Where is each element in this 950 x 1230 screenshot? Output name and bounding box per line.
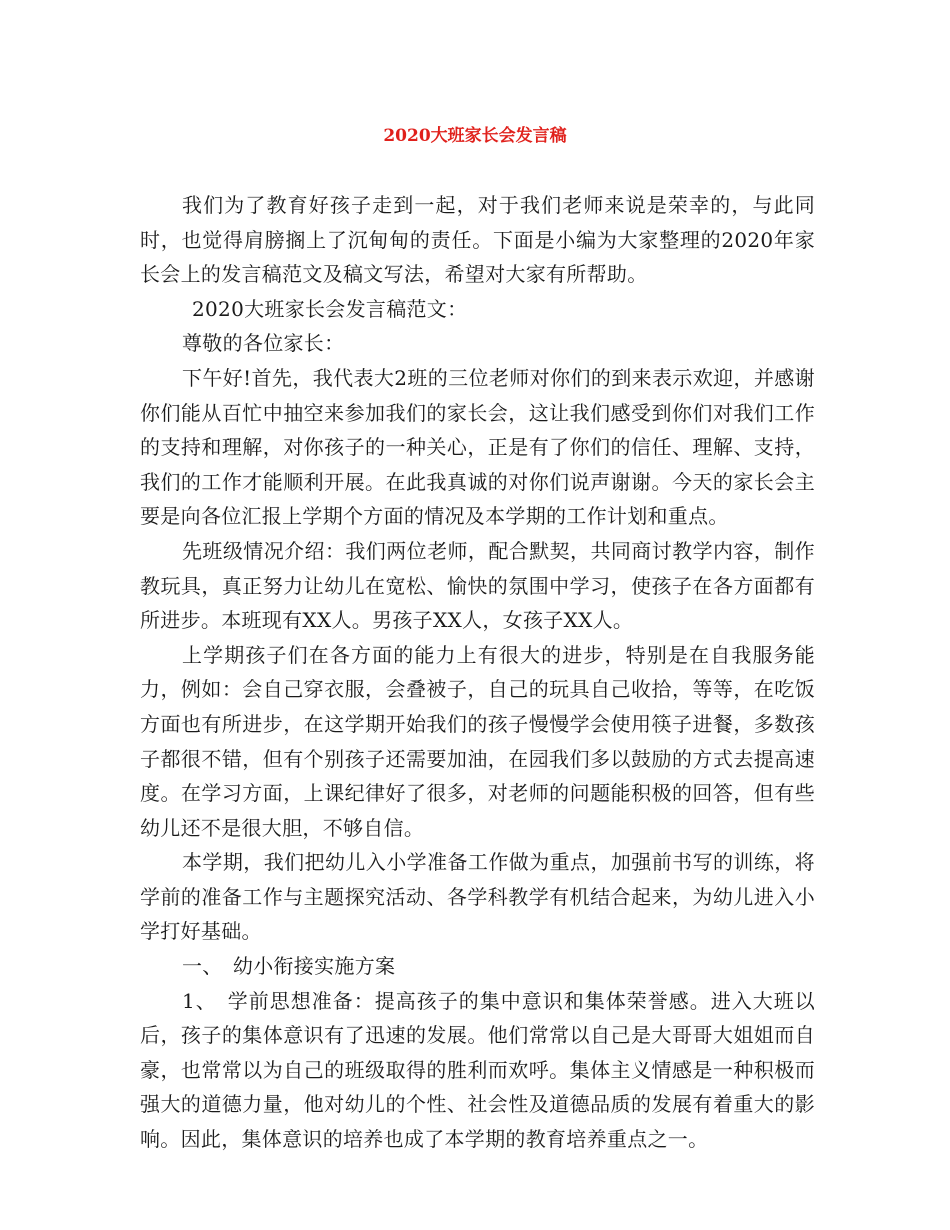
paragraph-salutation: 尊敬的各位家长： <box>182 331 345 356</box>
document-body <box>140 188 815 1157</box>
paragraph-last-semester: 上学期孩子们在各方面的能力上有很大的进步，特别是在自我服务能力，例如：会自己穿衣服，会叠被子，自己的玩具自己收拾，等等，在吃饭方面也有所进步，在这学期开始我们的孩子慢慢学会使用筷子进餐，多数孩子都很不错，但有个别孩子还需要加油，在园我们多以鼓励的方式去提高速度。在学习方面，上课纪律好了很多，对老师的问题能积极的回答，但有些幼儿还不是很大胆，不够自信。 <box>140 642 815 840</box>
paragraph-this-semester: 本学期，我们把幼儿入小学准备工作做为重点，加强前书写的训练，将学前的准备工作与主题探究活动、各学科教学有机结合起来，为幼儿进入小学打好基础。 <box>140 850 815 944</box>
paragraph-mental-preparation: 1、 学前思想准备：提高孩子的集中意识和集体荣誉感。进入大班以后，孩子的集体意识有了迅速的发展。他们常常以自己是大哥哥大姐姐而自豪，也常常以为自己的班级取得的胜利而欢呼。集体主义情感是一种积极而强大的道德力量，他对幼儿的个性、社会性及道德品质的发展有着重大的影响。因此，集体意识的培养也成了本学期的教育培养重点之一。 <box>140 988 815 1152</box>
paragraph-intro: 我们为了教育好孩子走到一起，对于我们老师来说是荣幸的，与此同时，也觉得肩膀搁上了沉甸甸的责任。下面是小编为大家整理的2020年家长会上的发言稿范文及稿文写法，希望对大家有所帮助。 <box>140 193 815 287</box>
paragraph-class-intro: 先班级情况介绍：我们两位老师，配合默契，共同商讨教学内容，制作教玩具，真正努力让幼儿在宽松、愉快的氛围中学习，使孩子在各方面都有所进步。本班现有XX人。男孩子XX人，女孩子XX人。 <box>140 538 815 633</box>
paragraph-sample-heading: 2020大班家长会发言稿范文： <box>192 296 468 321</box>
document-title: 2020大班家长会发言稿 <box>383 126 567 146</box>
paragraph-greeting: 下午好!首先，我代表大2班的三位老师对你们的到来表示欢迎，并感谢你们能从百忙中抽空来参加我们的家长会，这让我们感受到你们对我们工作的支持和理解，对你孩子的一种关心，正是有了你们的信任、理解、支持，我们的工作才能顺利开展。在此我真诚的对你们说声谢谢。今天的家长会主要是向各位汇报上学期个方面的情况及本学期的工作计划和重点。 <box>140 365 815 529</box>
section-heading-transition-plan: 一、 幼小衔接实施方案 <box>182 954 396 979</box>
